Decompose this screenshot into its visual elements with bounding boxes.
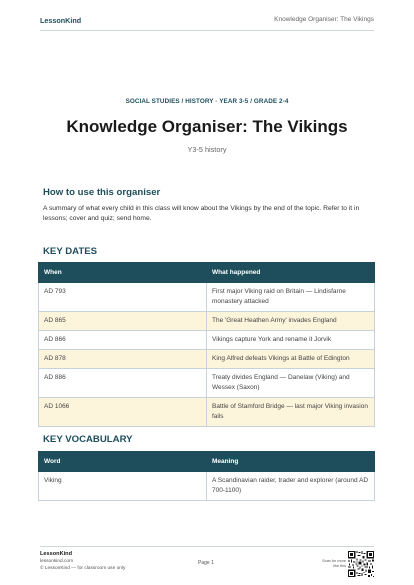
event-cell: The 'Great Heathen Army' invades England — [207, 312, 375, 331]
page-title: Knowledge Organiser: The Vikings — [66, 117, 348, 136]
brand-name[interactable]: LessonKind — [40, 16, 82, 25]
event-cell: First major Viking raid on Britain — Lindisfarne monastery attacked — [207, 283, 375, 312]
qr-code-icon[interactable] — [348, 551, 374, 577]
date-cell: AD 878 — [39, 350, 207, 369]
table-row — [39, 350, 375, 369]
event-cell: Vikings capture York and rename it Jorvik — [207, 331, 375, 350]
word-cell: Viking — [39, 472, 207, 501]
subject-eyebrow: SOCIAL STUDIES / HISTORY · YEAR 3-5 / GRADE 2-4 — [125, 98, 289, 105]
footer-divider — [40, 546, 374, 547]
date-cell: AD 1066 — [39, 398, 207, 427]
event-cell: Treaty divides England — Danelaw (Viking) and Wessex (Saxon) — [207, 369, 375, 398]
header-divider — [40, 30, 374, 31]
column-header-when: When — [39, 263, 207, 283]
table-row — [39, 331, 375, 350]
table-header-row — [39, 263, 375, 283]
table-header-row — [39, 452, 375, 472]
page-header — [0, 0, 414, 40]
event-cell: King Alfred defeats Vikings at Battle of Edington — [207, 350, 375, 369]
table-row — [39, 283, 375, 312]
key-dates-table — [38, 262, 375, 427]
howto-text: A summary of what every child in this class will know about the Vikings by the end of the topic. Refer to it in lessons; cover and quiz; send home. — [43, 205, 360, 222]
page-subtitle: Y3-5 history — [187, 145, 227, 154]
footer-site-link[interactable]: lessonkind.com — [40, 559, 74, 564]
column-header-what: What happened — [207, 263, 375, 283]
meaning-cell: A Scandinavian raider, trader and explorer (around AD 700-1100) — [207, 472, 375, 501]
event-cell: Battle of Stamford Bridge — last major Viking invasion fails — [207, 398, 375, 427]
key-vocab-table — [38, 451, 375, 501]
page-number: Page 1 — [198, 560, 214, 566]
key-dates-heading: KEY DATES — [43, 246, 98, 257]
howto-heading: How to use this organiser — [43, 187, 161, 198]
date-cell: AD 886 — [39, 369, 207, 398]
column-header-meaning: Meaning — [207, 452, 375, 472]
footer-brand: LessonKind — [40, 551, 73, 557]
date-cell: AD 865 — [39, 312, 207, 331]
header-doc-title: Knowledge Organiser: The Vikings — [274, 16, 374, 23]
qr-caption: Scan for more like this — [322, 559, 346, 568]
table-row — [39, 312, 375, 331]
date-cell: AD 793 — [39, 283, 207, 312]
key-vocab-heading: KEY VOCABULARY — [43, 434, 133, 445]
table-row — [39, 369, 375, 398]
date-cell: AD 866 — [39, 331, 207, 350]
footer-copyright: © LessonKind — for classroom use only — [40, 566, 126, 571]
table-row — [39, 398, 375, 427]
table-row — [39, 472, 375, 501]
column-header-word: Word — [39, 452, 207, 472]
